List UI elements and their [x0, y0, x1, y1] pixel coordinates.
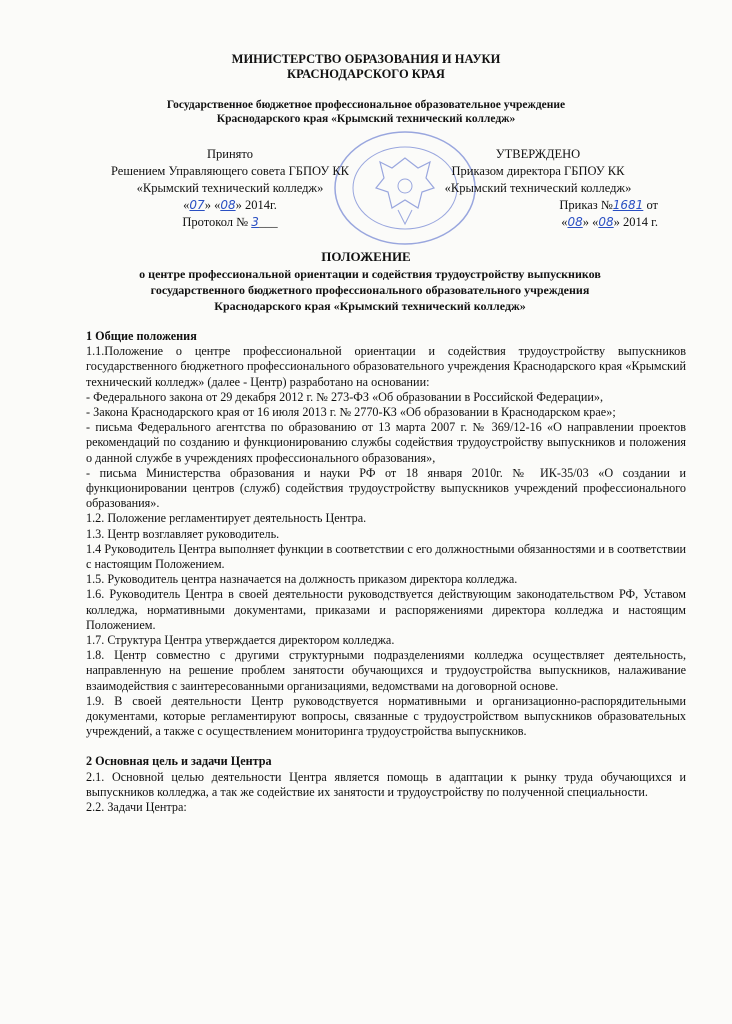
approved-title: УТВЕРЖДЕНО — [495, 147, 581, 161]
institution-line-2: Краснодарского края «Крымский технический колледж» — [216, 113, 516, 125]
accepted-protocol: Протокол № 3___ — [182, 215, 278, 229]
paragraph-1-8: 1.8. Центр совместно с другими структурными подразделениями колледжа осуществляет деятельность, направленную на решение проблем занятости обучающихся и трудоустройства выпускников, налаживание взаимодействия с заинтересованными организациями, ведомствами на договорной основе. — [86, 648, 686, 693]
section-2-heading: 2 Основная цель и задачи Центра — [86, 754, 272, 769]
approved-block — [418, 146, 658, 231]
paragraph-1-2: 1.2. Положение регламентирует деятельность Центра. — [86, 511, 367, 526]
basis-item-2: - Закона Краснодарского края от 16 июля 2013 г. № 2770-КЗ «Об образовании в Краснодарском крае»; — [86, 405, 616, 420]
basis-item-3: - письма Федерального агентства по образованию от 13 марта 2007 г. № 369/12-16 «О направлении проектов рекомендаций по созданию и функционированию службы содействия трудоустройству выпускников и положения о данной службе в учреждениях профессионального образования», — [86, 420, 686, 465]
institution-header — [0, 98, 732, 126]
paragraph-1-7: 1.7. Структура Центра утверждается директором колледжа. — [86, 633, 395, 648]
ministry-line-2: КРАСНОДАРСКОГО КРАЯ — [287, 67, 445, 81]
section-1-heading: 1 Общие положения — [86, 329, 197, 343]
approved-day: 08 — [567, 215, 583, 229]
accepted-date: «07» «08» 2014г. — [183, 198, 277, 212]
basis-item-4: - письма Министерства образования и науки РФ от 18 января 2010г. № ИК-35/03 «О создании и функционировании центров (служб) содействия трудоустройству выпускников учреждений профессионального образования». — [86, 465, 686, 511]
subject-line-2: государственного бюджетного профессионального образовательного учреждения — [150, 283, 590, 297]
document-body — [86, 329, 686, 815]
ministry-line-1: МИНИСТЕРСТВО ОБРАЗОВАНИЯ И НАУКИ — [231, 52, 501, 66]
paragraph-2-1: 2.1. Основной целью деятельности Центра является помощь в адаптации к рынку труда обучающихся и выпускников колледжа, а так же содействие их занятости и трудоустройству по полученной специальности. — [86, 769, 686, 799]
approved-order — [418, 197, 658, 214]
paragraph-1-4: 1.4 Руководитель Центра выполняет функции в соответствии с его должностными обязанностями и в соответствии с настоящим Положением. — [86, 541, 686, 572]
paragraph-2-2: 2.2. Задачи Центра: — [86, 800, 187, 815]
accepted-month: 08 — [220, 198, 236, 212]
basis-item-1: - Федерального закона от 29 декабря 2012 г. № 273-ФЗ «Об образовании в Российской Федерации», — [86, 389, 604, 404]
paragraph-1-6: 1.6. Руководитель Центра в своей деятельности руководствуется действующим законодательством РФ, Уставом колледжа, нормативными документами, приказами и распоряжениями директора колледжа и настоящим Положением. — [86, 587, 686, 632]
subject-line-1: о центре профессиональной ориентации и содействия трудоустройству выпускников — [139, 267, 601, 281]
order-suffix: от — [646, 198, 658, 212]
approved-date: «08» «08» 2014 г. — [561, 215, 658, 229]
accepted-line-2: «Крымский технический колледж» — [136, 181, 324, 195]
document-subject — [60, 266, 680, 314]
ministry-header — [0, 52, 732, 82]
approved-year: 2014 г. — [623, 215, 658, 229]
section-gap — [86, 739, 686, 754]
accepted-line-1: Решением Управляющего совета ГБПОУ КК — [110, 164, 349, 178]
approved-month: 08 — [598, 215, 614, 229]
order-label: Приказ № — [559, 198, 613, 212]
order-number: 1681 — [612, 198, 644, 212]
accepted-block — [80, 146, 380, 231]
paragraph-1-9: 1.9. В своей деятельности Центр руководствуется нормативными и организационно-распорядительными документами, которые регламентируют вопросы, связанные с трудоустройством выпускников образовательных учреждений, а также с осуществлением мониторинга трудоустройства выпускников. — [86, 693, 686, 739]
approved-line-1: Приказом директора ГБПОУ КК — [451, 164, 625, 178]
accepted-day: 07 — [189, 198, 205, 212]
institution-line-1: Государственное бюджетное профессиональное образовательное учреждение — [166, 99, 566, 111]
document-title: ПОЛОЖЕНИЕ — [321, 249, 411, 264]
protocol-number: 3 — [251, 215, 259, 229]
paragraph-1-1: 1.1.Положение о центре профессиональной ориентации и содействия трудоустройству выпускников государственного бюджетного профессионального образовательного учреждения Краснодарского края «Крымский технический колледж» (далее - Центр) разработано на основании: — [86, 344, 686, 389]
protocol-label: Протокол № — [182, 215, 249, 229]
accepted-title: Принято — [207, 147, 253, 161]
paragraph-1-5: 1.5. Руководитель центра назначается на должность приказом директора колледжа. — [86, 572, 518, 587]
accepted-year: 2014г. — [244, 198, 277, 212]
subject-line-3: Краснодарского края «Крымский технический колледж» — [214, 299, 526, 313]
paragraph-1-3: 1.3. Центр возглавляет руководитель. — [86, 526, 280, 541]
approved-line-2: «Крымский технический колледж» — [444, 181, 632, 195]
